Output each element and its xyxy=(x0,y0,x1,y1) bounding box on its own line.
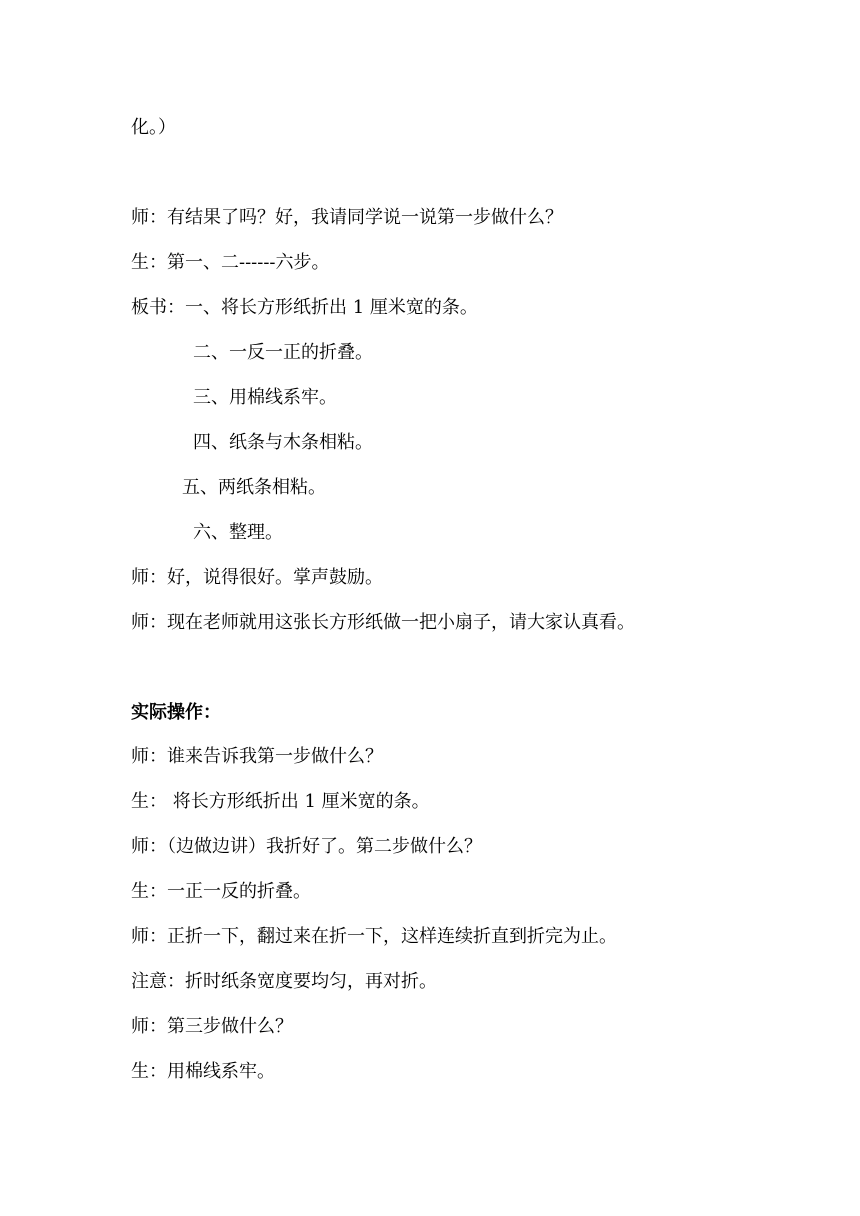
text-line: 六、整理。 xyxy=(193,522,283,543)
text-line: 师：第三步做什么？ xyxy=(131,1016,293,1037)
text-line: 五、两纸条相粘。 xyxy=(182,477,326,498)
text-line: 化。） xyxy=(131,117,176,138)
text-line: 四、纸条与木条相粘。 xyxy=(193,432,373,453)
text-line: 板书：一、将长方形纸折出 1 厘米宽的条。 xyxy=(131,297,478,318)
text-line: 生： 将长方形纸折出 1 厘米宽的条。 xyxy=(131,791,430,812)
section-heading: 实际操作： xyxy=(131,702,221,723)
text-line: 二、一反一正的折叠。 xyxy=(193,342,373,363)
text-line: 师：有结果了吗？好，我请同学说一说第一步做什么？ xyxy=(131,207,563,228)
text-line: 师：好，说得很好。掌声鼓励。 xyxy=(131,567,383,588)
text-line: 生：一正一反的折叠。 xyxy=(131,881,311,902)
text-line: 师：现在老师就用这张长方形纸做一把小扇子，请大家认真看。 xyxy=(131,612,635,633)
text-line: 师：谁来告诉我第一步做什么？ xyxy=(131,746,383,767)
text-line: 三、用棉线系牢。 xyxy=(193,387,337,408)
text-line: 注意：折时纸条宽度要均匀，再对折。 xyxy=(131,971,437,992)
text-line: 师：正折一下，翻过来在折一下，这样连续折直到折完为止。 xyxy=(131,926,617,947)
text-line: 生：用棉线系牢。 xyxy=(131,1061,275,1082)
text-line: 师：（边做边讲）我折好了。第二步做什么？ xyxy=(131,836,482,857)
text-line: 生：第一、二------六步。 xyxy=(131,252,330,273)
